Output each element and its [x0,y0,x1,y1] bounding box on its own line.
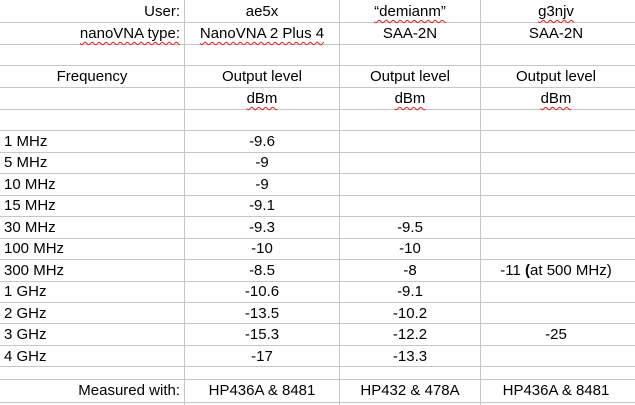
user-label[interactable]: User: [144,3,180,20]
note-value: -11 [500,262,521,279]
measured-with-label[interactable]: Measured with: [78,382,180,399]
freq-cell[interactable]: 1 GHz [4,283,47,300]
freq-cell[interactable]: 2 GHz [4,305,47,322]
value-ae5x[interactable]: -9.3 [249,219,275,236]
freq-cell[interactable]: 15 MHz [4,197,56,214]
measured-ae5x[interactable]: HP436A & 8481 [208,382,316,399]
value-ae5x[interactable]: -9 [255,154,269,171]
user-ae5x[interactable]: ae5x [245,3,279,20]
value-demianm[interactable]: -9.5 [397,219,423,236]
unit-demianm[interactable] [340,88,480,110]
measured-g3njv[interactable]: HP436A & 8481 [502,382,610,399]
freq-cell[interactable]: 4 GHz [4,348,47,365]
value-demianm[interactable]: -13.3 [392,348,428,365]
unit-ae5x-text: dBm [246,90,278,107]
type-ae5x-text: NanoVNA 2 Plus 4 [199,25,325,42]
value-demianm[interactable]: -12.2 [392,326,428,343]
value-demianm[interactable]: -10.2 [392,305,428,322]
note-rest: at 500 MHz) [530,262,612,279]
value-ae5x[interactable]: -9.6 [249,133,275,150]
row-divider [0,402,635,403]
frequency-header[interactable]: Frequency [56,68,128,85]
unit-g3njv[interactable] [481,88,631,110]
unit-ae5x[interactable] [185,88,339,110]
value-ae5x[interactable]: -9.1 [249,197,275,214]
measured-demianm[interactable]: HP432 & 478A [360,382,460,399]
user-demianm-text: “demianm” [374,3,446,20]
unit-g3njv-text: dBm [540,90,572,107]
type-ae5x[interactable] [185,23,339,45]
value-ae5x[interactable]: -17 [251,348,273,365]
freq-cell[interactable]: 1 MHz [4,133,48,150]
value-ae5x[interactable]: -8.5 [249,262,275,279]
output-header-ae5x[interactable]: Output level [221,68,303,85]
freq-cell[interactable]: 300 MHz [4,262,65,279]
type-label-text: nanoVNA type: [79,25,180,42]
output-header-demianm[interactable]: Output level [369,68,451,85]
user-g3njv[interactable] [481,1,631,23]
freq-cell[interactable]: 3 GHz [4,326,47,343]
type-g3njv[interactable]: SAA-2N [528,25,584,42]
user-g3njv-text: g3njv [538,3,574,20]
user-demianm[interactable] [340,1,480,23]
value-ae5x[interactable]: -10 [251,240,273,257]
value-ae5x[interactable]: -13.5 [244,305,280,322]
unit-demianm-text: dBm [394,90,426,107]
freq-cell[interactable]: 10 MHz [4,176,56,193]
value-demianm[interactable]: -8 [403,262,417,279]
value-ae5x[interactable]: -9 [255,176,269,193]
value-ae5x[interactable]: -10.6 [244,283,280,300]
value-ae5x[interactable]: -15.3 [244,326,280,343]
freq-cell[interactable]: 30 MHz [4,219,56,236]
value-g3njv[interactable]: -25 [545,326,567,343]
value-demianm[interactable]: -10 [399,240,421,257]
note-open-paren: ( [525,262,531,279]
type-demianm[interactable]: SAA-2N [382,25,438,42]
freq-cell[interactable]: 100 MHz [4,240,65,257]
value-g3njv-300mhz[interactable] [481,260,631,282]
output-header-g3njv[interactable]: Output level [515,68,597,85]
freq-cell[interactable]: 5 MHz [4,154,48,171]
type-label[interactable] [0,23,184,45]
value-demianm[interactable]: -9.1 [397,283,423,300]
